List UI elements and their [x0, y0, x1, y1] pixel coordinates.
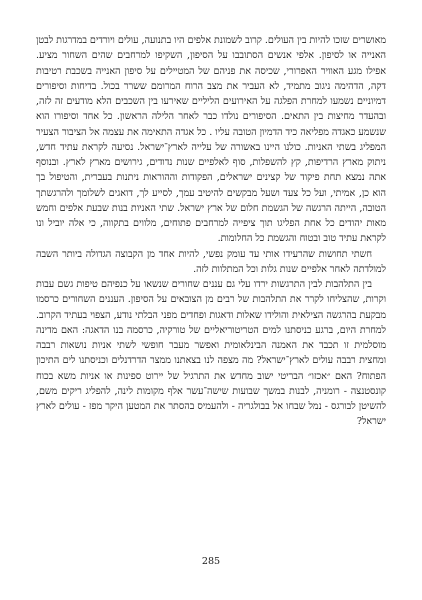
- body-text: [36, 33, 386, 430]
- paragraph-1: מאושרים שזכו להיות בין העולים. קרוב לשמונת אלפים היו בתנועה, עולים ויורדים במדרגות לבטן האנייה או לסיפון. אלפי אנשים הסתובבו על הסיפון, השקיפו למרחבים שהים השחור מציע. אפילו מגע האוויר האפרורי, שכיסה את פניהם של המטיילים על סיפון האנייה בשכבת רטיבות דקה, הדהימה ניגוב מתמיד, לא העביר את מצב הרוח המרומם ששרר בכול. בדיחות וסיפורים דמיוניים נשמעו למחרת הפלגה על האירועים הליליים שאירעו בין השכבים הלא מודעים זה לזה, ובהעדר מחיצות בין התאים. הסיפורים נולדו כבר לאחר הלילה הראשון. כל אחד וסיפורו הוא שנשמע כאגדה מפליאה כיד הדמיון הטובה עליו . כל אגדה התאימה את עצמה אל הציבור הצעיר המפליג בשתי האניות. כולנו היינו באשורה של עלייה לארץ־ישראל. נסיעה לקראת עתיד חדש, ניתוק מארץ הרדיפות, קץ להשפלות, סוף לאלפיים שנות נדודים, גירושים מארץ לארץ. ובנוסף אתה נמצא תחת פיקוד של קצינים ישראלים, הפקודות וההוראות ניתנות בעברית, והטיפול בך הוא כן, אמיתי, ועל כל צעד ושעל מבקשים להיטיב עמך, לסייע לך, דואגים לשלומך ולהרגשתך הטובה, הייתה הרגשה של הגשמת חלום של ארץ ישראל. שתי האניות בנות שבעת אלפים וחמש מאות יהודים כל אחת הפליגו תוך ציפייה למרחבים פתוחים, מלווים בתקווה, כי אלה יוביל ונו לקראת עתיד טוב ובטוח והגשמת כל החלומות.: [36, 35, 386, 245]
- paragraph-3: בין התלהבות לבין התרגשות ירדו עלי גם עננים שחורים שנשאו על כנפיהם טיפות גשם עבות וקרות, שהצליחו לקרר את התלהבות של רבים מן הצובאים על הסיפון. העננים השחורים כרסמו מבקעת בהרגשה הצילאית והולידו שאלות ודאגות ופחדים מפני הבלתי נודע, הצפוי בעתיד הקרוב. למחרת היום, ברגע כניסתנו למים הטריטוריאליים של טורקיה, כרסמה בנו הדאגה: האם מדינה מוסלמית זו תכבד את האמנה הבינלאומית ואפשר מעבר חופשי לשתי אניות נושאות רבבה ומחצית רבבה עולים לארץ־ישראל? מה מצפה לנו בצאתנו ממצר הדרדנלים וכניסתנו לים התיכון הפתוח? האם ״אכזו״ הבריטי ישוב מחדש את התרגיל של יירוט ספינות או אניות משא בכוח קונסטנצה - רומניה, לבנות במשך שבועות שישה־עשר אלף מקומות לינה, להפליג ריקים משם, להשיטן לבורגס - נמל שבחו אל בבולגריה - ולהעמיס בהסתר את המטען היקר מפז - עולים לארץ ישראל?: [36, 279, 386, 428]
- page-number: 285: [201, 556, 221, 567]
- paragraph-2: חשתי תחושות שהרעידו אותי עד עומק נפשי, להיות אחד מן הקבוצה הגדולה ביותר השבה למולדתה לאחר אלפיים שנות גלות וכל המתלוות לזה.: [36, 248, 386, 275]
